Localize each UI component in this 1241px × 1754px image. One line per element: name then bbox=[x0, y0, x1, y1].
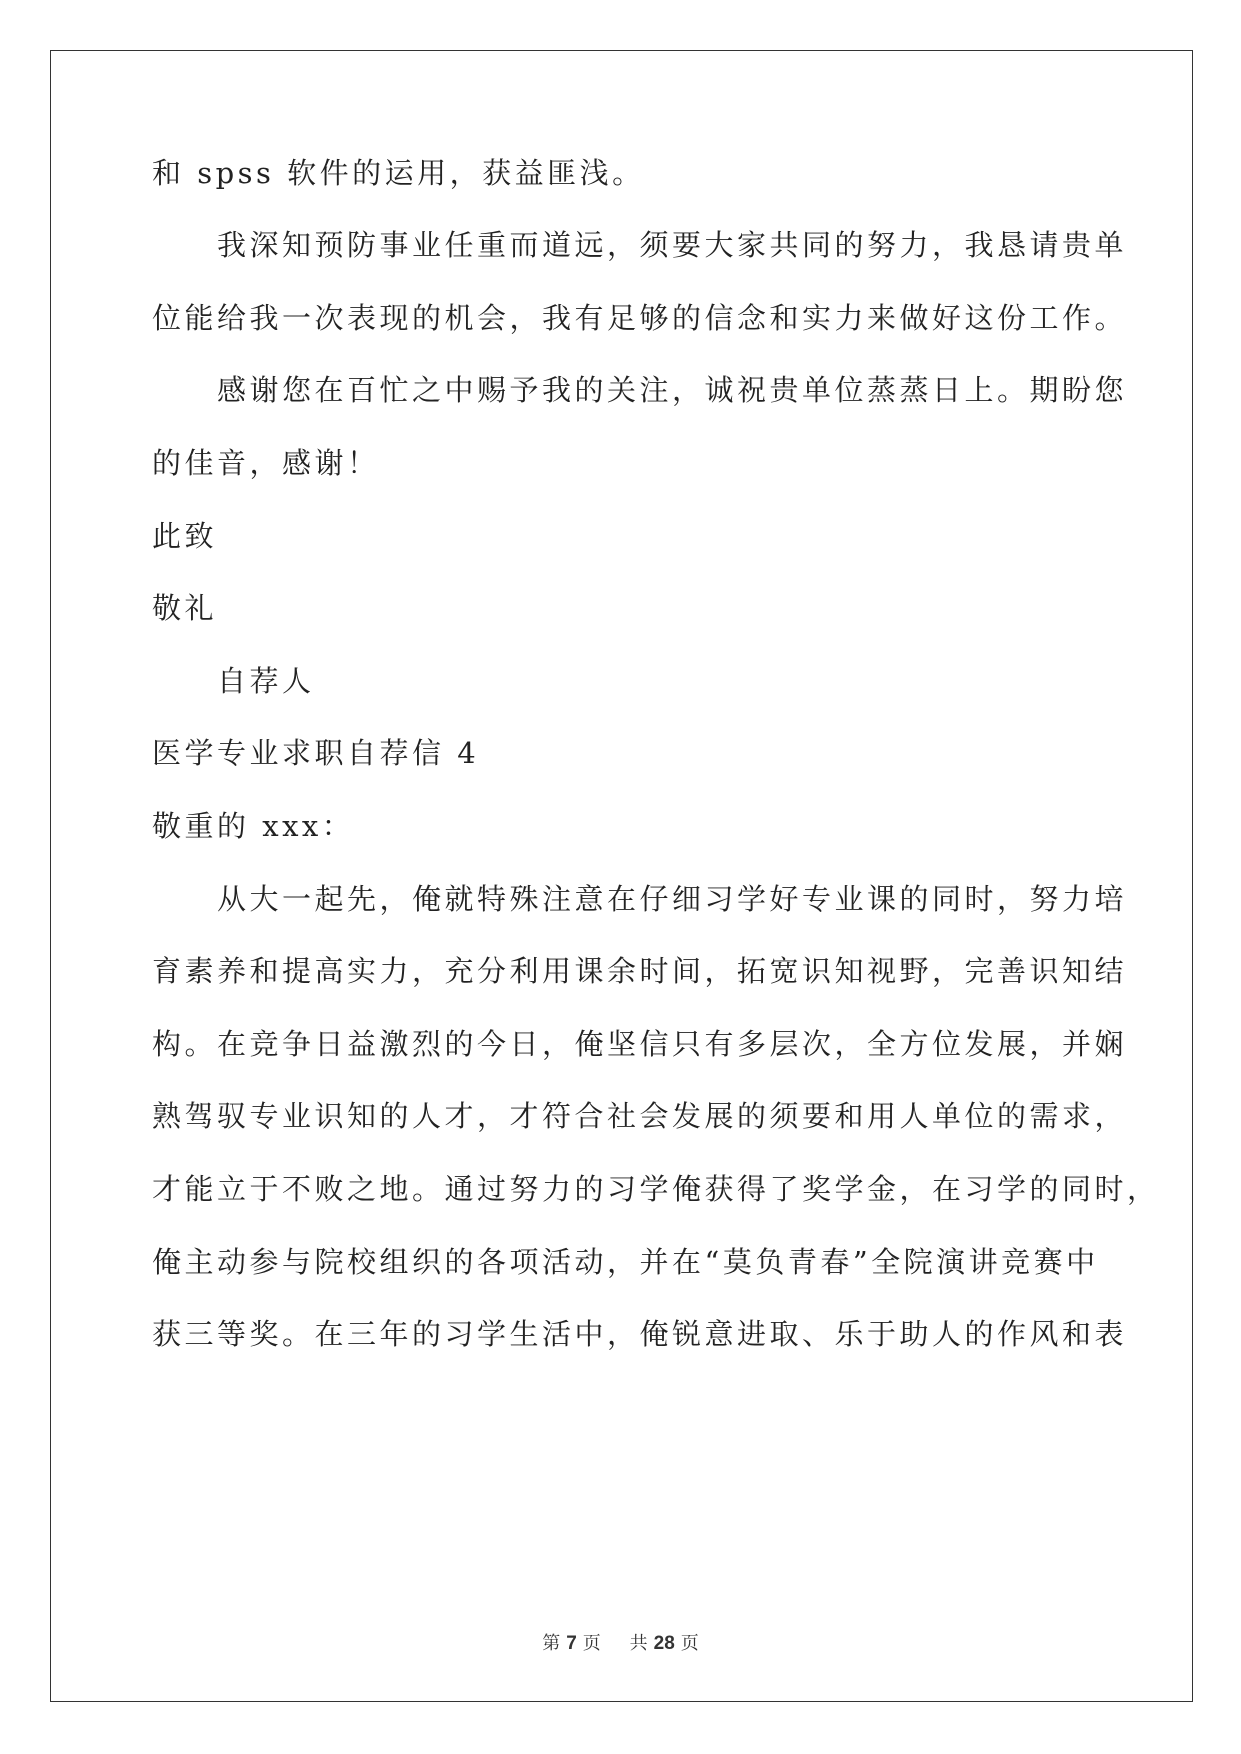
greeting: 敬重的 xxx： bbox=[152, 809, 355, 843]
page-footer bbox=[0, 1632, 1241, 1656]
body-line-11: 俺主动参与院校组织的各项活动，并在“莫负青春”全院演讲竞赛中 bbox=[152, 1245, 1099, 1279]
body-line-6: 从大一起先，俺就特殊注意在仔细习学好专业课的同时，努力培 bbox=[217, 882, 1128, 916]
footer-page-unit: 页 bbox=[582, 1633, 601, 1654]
body-line-12: 获三等奖。在三年的习学生活中，俺锐意进取、乐于助人的作风和表 bbox=[152, 1317, 1128, 1351]
footer-total-unit: 页 bbox=[680, 1633, 699, 1654]
closing-salutation: 此致 bbox=[152, 519, 218, 553]
signature-label: 自荐人 bbox=[217, 664, 315, 698]
body-line-3: 位能给我一次表现的机会，我有足够的信念和实力来做好这份工作。 bbox=[152, 301, 1128, 335]
body-line-4: 感谢您在百忙之中赐予我的关注，诚祝贵单位蒸蒸日上。期盼您 bbox=[217, 373, 1128, 407]
body-line-1: 和 spss 软件的运用，获益匪浅。 bbox=[152, 156, 645, 190]
footer-page-prefix: 第 bbox=[542, 1633, 561, 1654]
closing-respect: 敬礼 bbox=[152, 591, 218, 625]
body-line-5: 的佳音，感谢！ bbox=[152, 446, 380, 480]
body-line-7: 育素养和提高实力，充分利用课余时间，拓宽识知视野，完善识知结 bbox=[152, 954, 1128, 988]
section-title: 医学专业求职自荐信 4 bbox=[152, 736, 480, 770]
footer-page-total: 28 bbox=[653, 1633, 675, 1654]
body-line-10: 才能立于不败之地。通过努力的习学俺获得了奖学金，在习学的同时， bbox=[152, 1172, 1160, 1206]
footer-total-prefix: 共 bbox=[629, 1633, 648, 1654]
body-line-8: 构。在竞争日益激烈的今日，俺坚信只有多层次，全方位发展，并娴 bbox=[152, 1027, 1128, 1061]
body-line-2: 我深知预防事业任重而道远，须要大家共同的努力，我恳请贵单 bbox=[217, 228, 1128, 262]
body-line-9: 熟驾驭专业识知的人才，才符合社会发展的须要和用人单位的需求， bbox=[152, 1099, 1128, 1133]
footer-page-current: 7 bbox=[566, 1633, 577, 1654]
